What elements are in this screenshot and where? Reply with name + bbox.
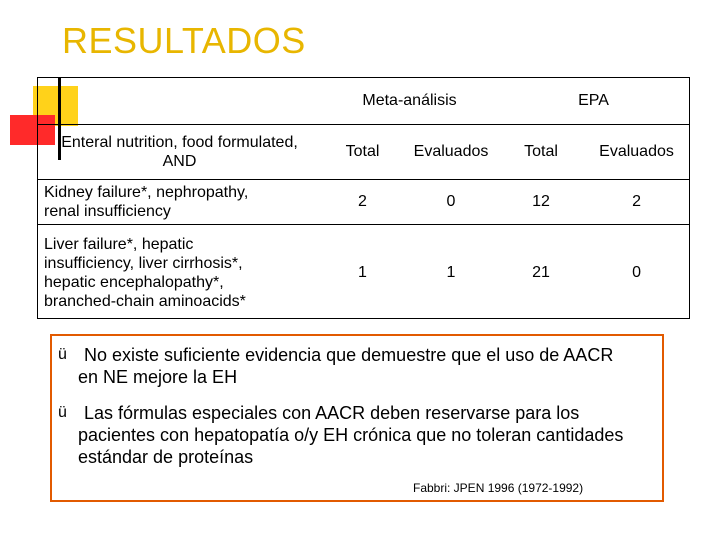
search-terms-line-2: AND bbox=[162, 153, 197, 170]
table-row bbox=[38, 180, 689, 225]
epa-header: EPA bbox=[578, 92, 609, 109]
meta-total-cell: 2 bbox=[321, 180, 404, 225]
meta-evaluados-header: Evaluados bbox=[404, 125, 498, 180]
meta-total-cell: 1 bbox=[321, 225, 404, 322]
conclusions-box bbox=[50, 334, 664, 502]
epa-total-header: Total bbox=[498, 125, 584, 180]
conclusion-text: Las fórmulas especiales con AACR deben reservarse para los pacientes con hepatopatía o/y EH crónica que no toleran cantidades estándar de proteínas bbox=[78, 403, 624, 467]
epa-evaluados-cell: 0 bbox=[584, 225, 689, 322]
meta-evaluados-cell: 1 bbox=[404, 225, 498, 322]
epa-total-cell: 21 bbox=[498, 225, 584, 322]
search-terms-header bbox=[38, 125, 321, 180]
epa-total-cell: 12 bbox=[498, 180, 584, 225]
table-row bbox=[38, 225, 689, 322]
search-terms-line-1: Enteral nutrition, food formulated, bbox=[61, 134, 298, 151]
row-label-line: Kidney failure*, nephropathy, bbox=[44, 184, 249, 201]
row-label-line: insufficiency, liver cirrhosis*, bbox=[44, 255, 243, 272]
checkmark-icon: ü bbox=[58, 404, 67, 421]
slide-title: RESULTADOS bbox=[62, 20, 306, 61]
row-label-line: hepatic encephalopathy*, bbox=[44, 274, 224, 291]
row-label-line: Liver failure*, hepatic bbox=[44, 236, 194, 253]
conclusion-text: No existe suficiente evidencia que demuestre que el uso de AACR en NE mejore la EH bbox=[78, 345, 614, 387]
meta-evaluados-cell: 0 bbox=[404, 180, 498, 225]
epa-evaluados-header: Evaluados bbox=[584, 125, 689, 180]
epa-evaluados-cell: 2 bbox=[584, 180, 689, 225]
row-label bbox=[38, 225, 321, 322]
meta-analysis-header: Meta-análisis bbox=[362, 92, 457, 109]
citation: Fabbri: JPEN 1996 (1972-1992) bbox=[413, 481, 584, 495]
empty-header-cell bbox=[38, 78, 321, 125]
conclusion-bullet bbox=[58, 344, 618, 388]
row-label-line: branched-chain aminoacids* bbox=[44, 293, 246, 310]
conclusion-bullet bbox=[58, 402, 648, 468]
row-label-line: renal insufficiency bbox=[44, 203, 171, 220]
checkmark-icon: ü bbox=[58, 346, 67, 363]
meta-total-header: Total bbox=[321, 125, 404, 180]
results-table bbox=[37, 77, 690, 319]
row-label bbox=[38, 180, 321, 225]
